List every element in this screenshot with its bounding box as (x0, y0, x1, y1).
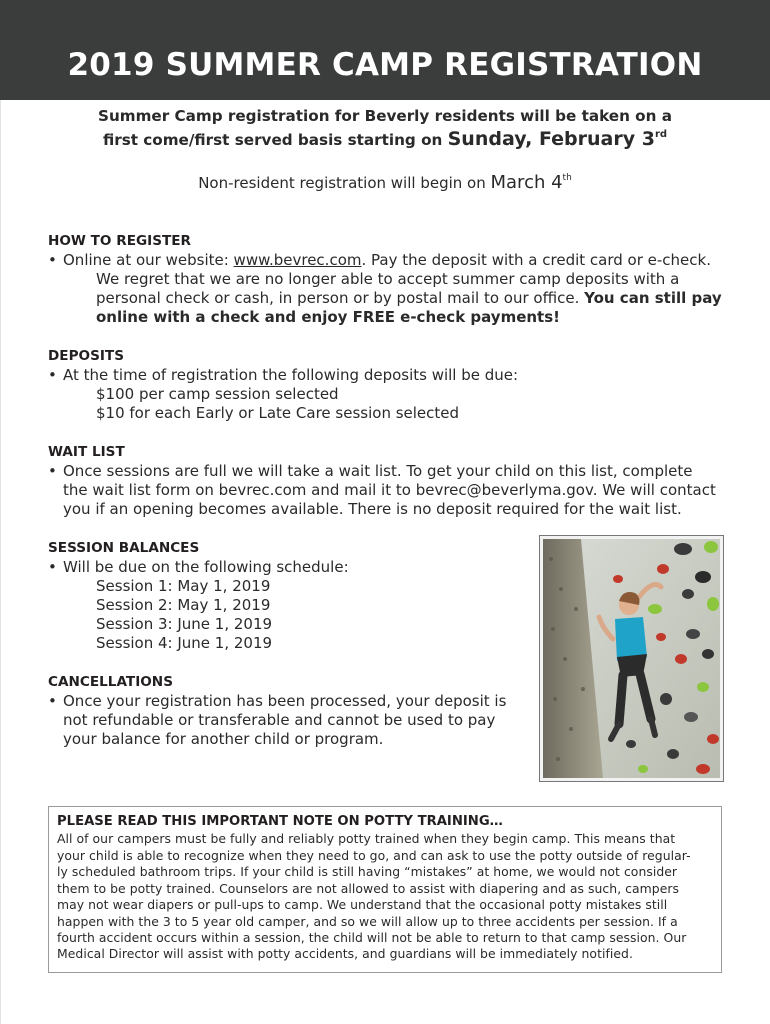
cancellations-line-3: your balance for another child or program. (63, 730, 384, 748)
how-bullet: • (48, 251, 57, 269)
deposits-bullet: • (48, 366, 57, 384)
how-line-2: We regret that we are no longer able to accept summer camp deposits with a (96, 270, 680, 288)
potty-note-line: Medical Director will assist with potty accidents, and guardians will be immediately notified. (57, 946, 633, 961)
cancellations-heading: CANCELLATIONS (48, 674, 173, 690)
session-3-due: Session 3: June 1, 2019 (96, 615, 273, 633)
how-line-1-post: . Pay the deposit with a credit card or e-check. (361, 251, 711, 269)
potty-note-line: them to be potty trained. Counselors are not allowed to assist with diapering and as such, campers (57, 881, 680, 896)
intro-line-2-text: first come/first served basis starting on (102, 131, 448, 149)
session-balances-bullet: • (48, 558, 57, 576)
wait-list-line-3: you if an opening becomes available. There is no deposit required for the wait list. (63, 500, 682, 518)
intro-line-1: Summer Camp registration for Beverly residents will be taken on a (98, 107, 672, 125)
potty-note-line: your child is able to recognize when they need to go, and can ask to use the potty outside of regular- (57, 848, 691, 863)
session-balances-heading: SESSION BALANCES (48, 540, 200, 556)
how-line-1-text: Online at our website: (63, 251, 234, 269)
potty-note-line: may not wear diapers or pull-ups to camp. We understand that the occasional potty mistakes still (57, 897, 668, 912)
deposits-line-2: $100 per camp session selected (96, 385, 339, 403)
how-line-3-text: personal check or cash, in person or by postal mail to our office. (96, 289, 585, 307)
potty-note-line: fourth accident occurs within a session, the child will not be able to return to that camp session. Our (57, 930, 687, 945)
potty-note-title: PLEASE READ THIS IMPORTANT NOTE ON POTTY TRAINING… (57, 814, 503, 829)
registration-start-date: Sunday, February 3 (447, 128, 655, 150)
website-link[interactable]: www.bevrec.com (233, 251, 362, 269)
how-to-register-heading: HOW TO REGISTER (48, 233, 192, 249)
page-title: 2019 SUMMER CAMP REGISTRATION (67, 47, 703, 83)
potty-note-line: All of our campers must be fully and reliably potty trained when they begin camp. This means that (57, 831, 676, 846)
cancellations-line-1: Once your registration has been processed, your deposit is (63, 692, 507, 710)
wait-list-heading: WAIT LIST (48, 444, 125, 460)
deposits-heading: DEPOSITS (48, 348, 125, 364)
cancellations-line-2: not refundable or transferable and cannot be used to pay (63, 711, 496, 729)
potty-note-line: happen with the 3 to 5 year old camper, and so we will allow up to three accidents per session. If a (57, 914, 678, 929)
date-suffix: rd (654, 129, 668, 140)
wait-list-line-2: the wait list form on bevrec.com and mail it to bevrec@beverlyma.gov. We will contact (63, 481, 716, 499)
session-1-due: Session 1: May 1, 2019 (96, 577, 271, 595)
wait-list-line-1: Once sessions are full we will take a wait list. To get your child on this list, complete (63, 462, 693, 480)
nonresident-text: Non-resident registration will begin on (198, 174, 491, 192)
session-balances-line-1: Will be due on the following schedule: (63, 558, 349, 576)
nonresident-date: March 4 (490, 172, 563, 193)
page-edge (0, 0, 1, 1024)
how-line-4: online with a check and enjoy FREE e-check payments! (96, 308, 560, 326)
wait-list-bullet: • (48, 462, 57, 480)
climber-illustration (543, 539, 720, 778)
climbing-wall-photo (539, 535, 724, 782)
how-line-3 (96, 289, 722, 308)
deposits-line-3: $10 for each Early or Late Care session selected (96, 404, 460, 422)
cancellations-bullet: • (48, 692, 57, 710)
session-2-due: Session 2: May 1, 2019 (96, 596, 271, 614)
how-line-3-bold: You can still pay (584, 289, 722, 307)
deposits-line-1: At the time of registration the following deposits will be due: (63, 366, 519, 384)
session-4-due: Session 4: June 1, 2019 (96, 634, 273, 652)
nonresident-date-suffix: th (562, 173, 572, 183)
how-line-1 (63, 251, 711, 270)
intro-line-2 (0, 128, 770, 150)
potty-note-line: ly scheduled bathroom trips. If your child is still having “mistakes” at home, we would not consider (57, 864, 678, 879)
nonresident-line (0, 172, 770, 193)
